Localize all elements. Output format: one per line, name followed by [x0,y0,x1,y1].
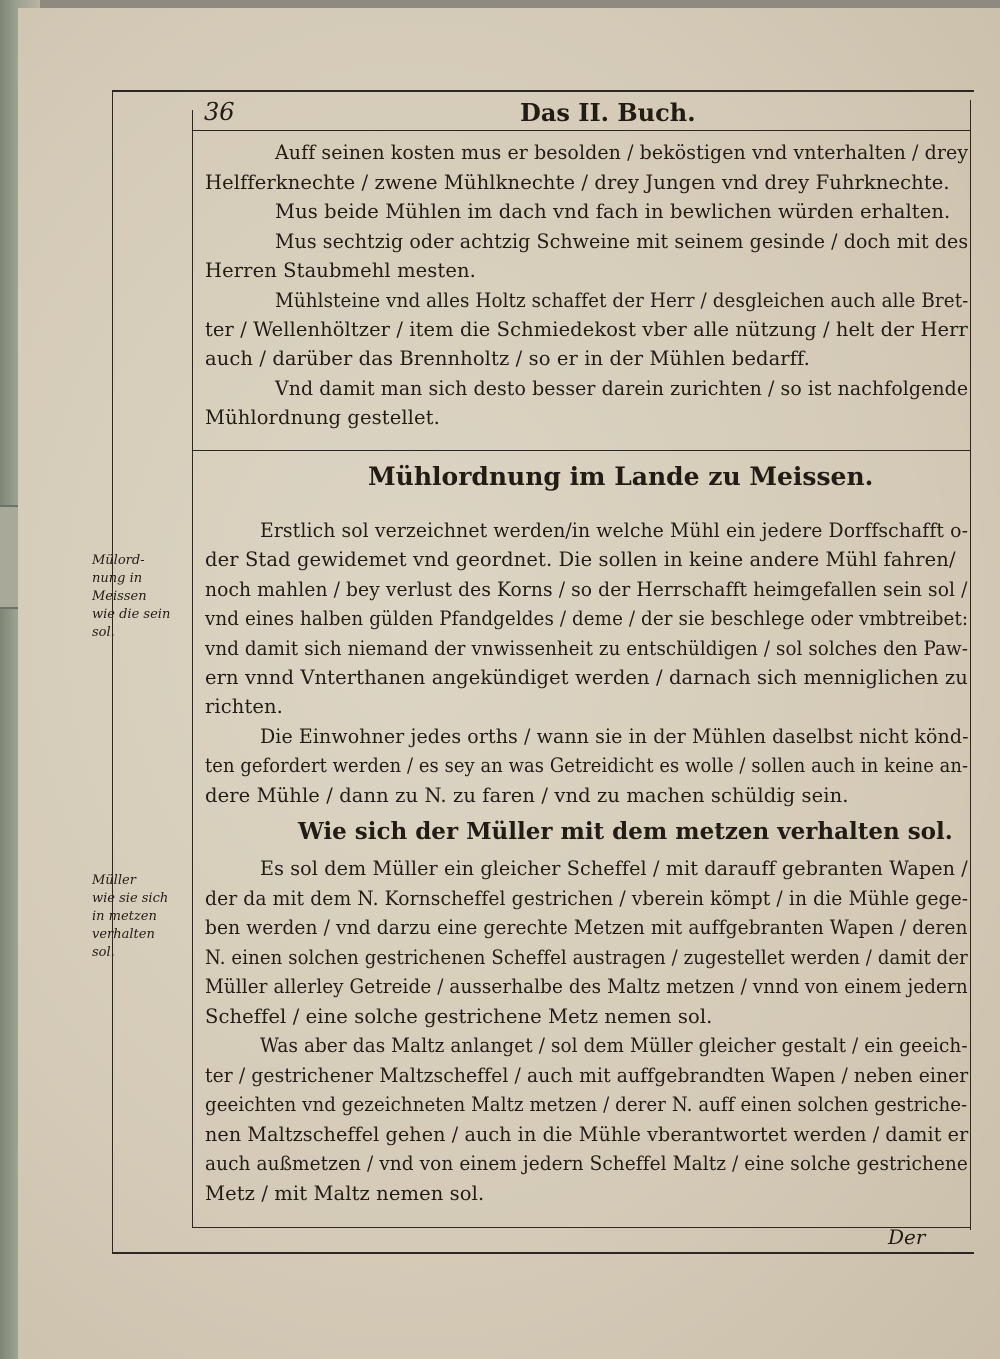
section-heading-muhlordnung: Mühlordnung im Lande zu Meissen. [368,462,874,491]
margin-note-2-line-5: sol. [92,945,115,960]
intro-line-8: auch / darüber das Brennholtz / so er in der Mühlen bedarff. [205,347,810,370]
margin-note-1-line-1: Mülord- [92,553,145,568]
ordnung-line-8: Die Einwohner jedes orths / wann sie in der Mühlen daselbst nicht könd- [260,725,969,748]
metzen-line-12: Metz / mit Maltz nemen sol. [205,1182,485,1205]
intro-line-1: Auff seinen kosten mus er besolden / beköstigen vnd vnterhalten / drey [275,141,969,164]
margin-note-1-line-2: nung in [92,571,143,586]
catchword: Der [888,1225,926,1249]
intro-line-5: Herren Staubmehl mesten. [205,259,476,282]
section-rule [192,450,970,451]
intro-line-2: Helfferknechte / zwene Mühlknechte / drey Jungen vnd drey Fuhrknechte. [205,171,950,194]
intro-line-7: ter / Wellenhöltzer / item die Schmiedekost vber alle nützung / helt der Herr [205,318,968,341]
margin-note-2-line-3: in metzen [92,909,157,924]
ordnung-line-10: dere Mühle / dann zu N. zu faren / vnd zu machen schüldig sein. [205,784,849,807]
running-head: Das II. Buch. [520,98,696,127]
frame-rule-left [112,90,113,1254]
metzen-line-3: ben werden / vnd darzu eine gerechte Metzen mit auffgebranten Wapen / deren [205,916,968,939]
ordnung-line-9: ten gefordert werden / es sey an was Getreidicht es wolle / sollen auch in keine an- [205,754,969,777]
ordnung-line-6: ern vnnd Vnterthanen angekündiget werden / darnach sich menniglichen zu [205,666,968,689]
ordnung-line-4: vnd eines halben gülden Pfandgeldes / deme / der sie beschlege oder vmbtreibet: [205,607,969,630]
ordnung-line-7: richten. [205,695,283,718]
margin-note-1-line-3: Meissen [92,589,147,604]
header-rule [192,130,970,131]
margin-note-1-line-4: wie die sein [92,607,171,622]
metzen-line-6: Scheffel / eine solche gestrichene Metz nemen sol. [205,1005,713,1028]
metzen-line-2: der da mit dem N. Kornscheffel gestrichen / vberein kömpt / in die Mühle gege- [205,887,969,910]
page-number: 36 [204,98,235,126]
intro-line-10: Mühlordnung gestellet. [205,406,440,429]
metzen-line-7: Was aber das Maltz anlanget / sol dem Müller gleicher gestalt / ein geeich- [260,1034,968,1057]
margin-note-2-line-1: Müller [92,873,136,888]
margin-column-rule [192,110,193,1228]
footer-rule [192,1227,970,1228]
margin-note-2-line-2: wie sie sich [92,891,169,906]
ordnung-line-1: Erstlich sol verzeichnet werden/in welche Mühl ein jedere Dorffschafft o- [260,519,969,542]
frame-rule-bottom [112,1252,974,1254]
metzen-line-10: nen Maltzscheffel gehen / auch in die Mühle vberantwortet werden / damit er [205,1123,969,1146]
intro-line-9: Vnd damit man sich desto besser darein zurichten / so ist nachfolgende [275,377,969,400]
margin-note-2-line-4: verhalten [92,927,155,942]
metzen-line-5: Müller allerley Getreide / ausserhalbe des Maltz metzen / vnnd von einem jedern [205,975,968,998]
section-heading-metzen: Wie sich der Müller mit dem metzen verhalten sol. [298,818,953,845]
ordnung-line-3: noch mahlen / bey verlust des Korns / so der Herrschafft heimgefallen sein sol / [205,578,968,601]
frame-rule-top [112,90,974,92]
margin-note-1-line-5: sol. [92,625,115,640]
metzen-line-9: geeichten vnd gezeichneten Maltz metzen / derer N. auff einen solchen gestriche- [205,1093,968,1116]
metzen-line-11: auch außmetzen / vnd von einem jedern Scheffel Maltz / eine solche gestrichene [205,1152,968,1175]
metzen-line-8: ter / gestrichener Maltzscheffel / auch mit auffgebrandten Wapen / neben einer [205,1064,969,1087]
metzen-line-1: Es sol dem Müller ein gleicher Scheffel / mit darauff gebranten Wapen / [260,857,968,880]
metzen-line-4: N. einen solchen gestrichenen Scheffel austragen / zugestellet werden / damit der [205,946,968,969]
frame-rule-right [970,100,971,1230]
intro-line-4: Mus sechtzig oder achtzig Schweine mit seinem gesinde / doch mit des [275,230,969,253]
ordnung-line-5: vnd damit sich niemand der vnwissenheit zu entschüldigen / sol solches den Paw- [205,637,968,660]
ordnung-line-2: der Stad gewidemet vnd geordnet. Die sollen in keine andere Mühl fahren/ [205,548,956,571]
intro-line-6: Mühlsteine vnd alles Holtz schaffet der Herr / desgleichen auch alle Bret- [275,289,969,312]
intro-line-3: Mus beide Mühlen im dach vnd fach in bewlichen würden erhalten. [275,200,951,223]
